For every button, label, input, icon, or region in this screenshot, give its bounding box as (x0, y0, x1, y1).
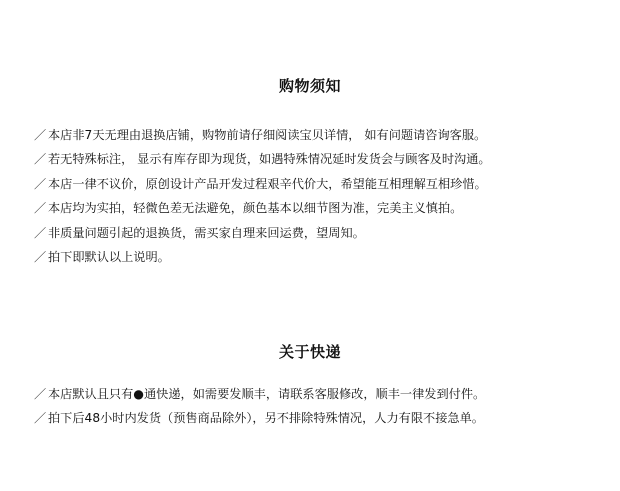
rule-text: 本店均为实拍，轻微色差无法避免，颜色基本以细节图为准，完美主义慎拍。 (48, 201, 463, 216)
slash-icon: ／ (34, 128, 47, 142)
list-item (34, 221, 614, 245)
shipping-title: 关于快递 (278, 343, 341, 361)
slash-icon: ／ (34, 176, 47, 191)
list-item (34, 245, 614, 269)
slash-icon: ／ (34, 411, 47, 426)
rule-text: 若无特殊标注， 显示有库存即为现货，如遇特殊情况延时发货会与顾客及时沟通。 (48, 152, 491, 167)
list-item (34, 123, 614, 147)
list-item (34, 382, 614, 406)
rule-text: 拍下即默认以上说明。 (48, 249, 170, 264)
list-item (34, 196, 614, 220)
rule-text: 拍下后48小时内发货（预售商品除外），另不排除特殊情况，人力有限不接急单。 (48, 411, 484, 426)
list-item (34, 147, 614, 171)
slash-icon: ／ (34, 201, 47, 216)
shopping-notice-title: 购物须知 (278, 77, 341, 95)
list-item (34, 172, 614, 196)
list-item (34, 406, 614, 430)
slash-icon: ／ (34, 225, 47, 240)
rule-text: 本店默认且只有●通快递，如需要发顺丰，请联系客服修改，顺丰一律发到付件。 (48, 387, 486, 401)
shopping-notice-list (34, 123, 614, 269)
rule-text: 非质量问题引起的退换货，需买家自理来回运费，望周知。 (48, 225, 365, 240)
slash-icon: ／ (34, 152, 47, 167)
slash-icon: ／ (34, 387, 47, 401)
rule-text: 本店非7天无理由退换店铺，购物前请仔细阅读宝贝详情， 如有问题请咨询客服。 (48, 128, 487, 142)
slash-icon: ／ (34, 249, 47, 264)
shipping-list (34, 382, 614, 431)
rule-text: 本店一律不议价，原创设计产品开发过程艰辛代价大，希望能互相理解互相珍惜。 (48, 176, 487, 191)
